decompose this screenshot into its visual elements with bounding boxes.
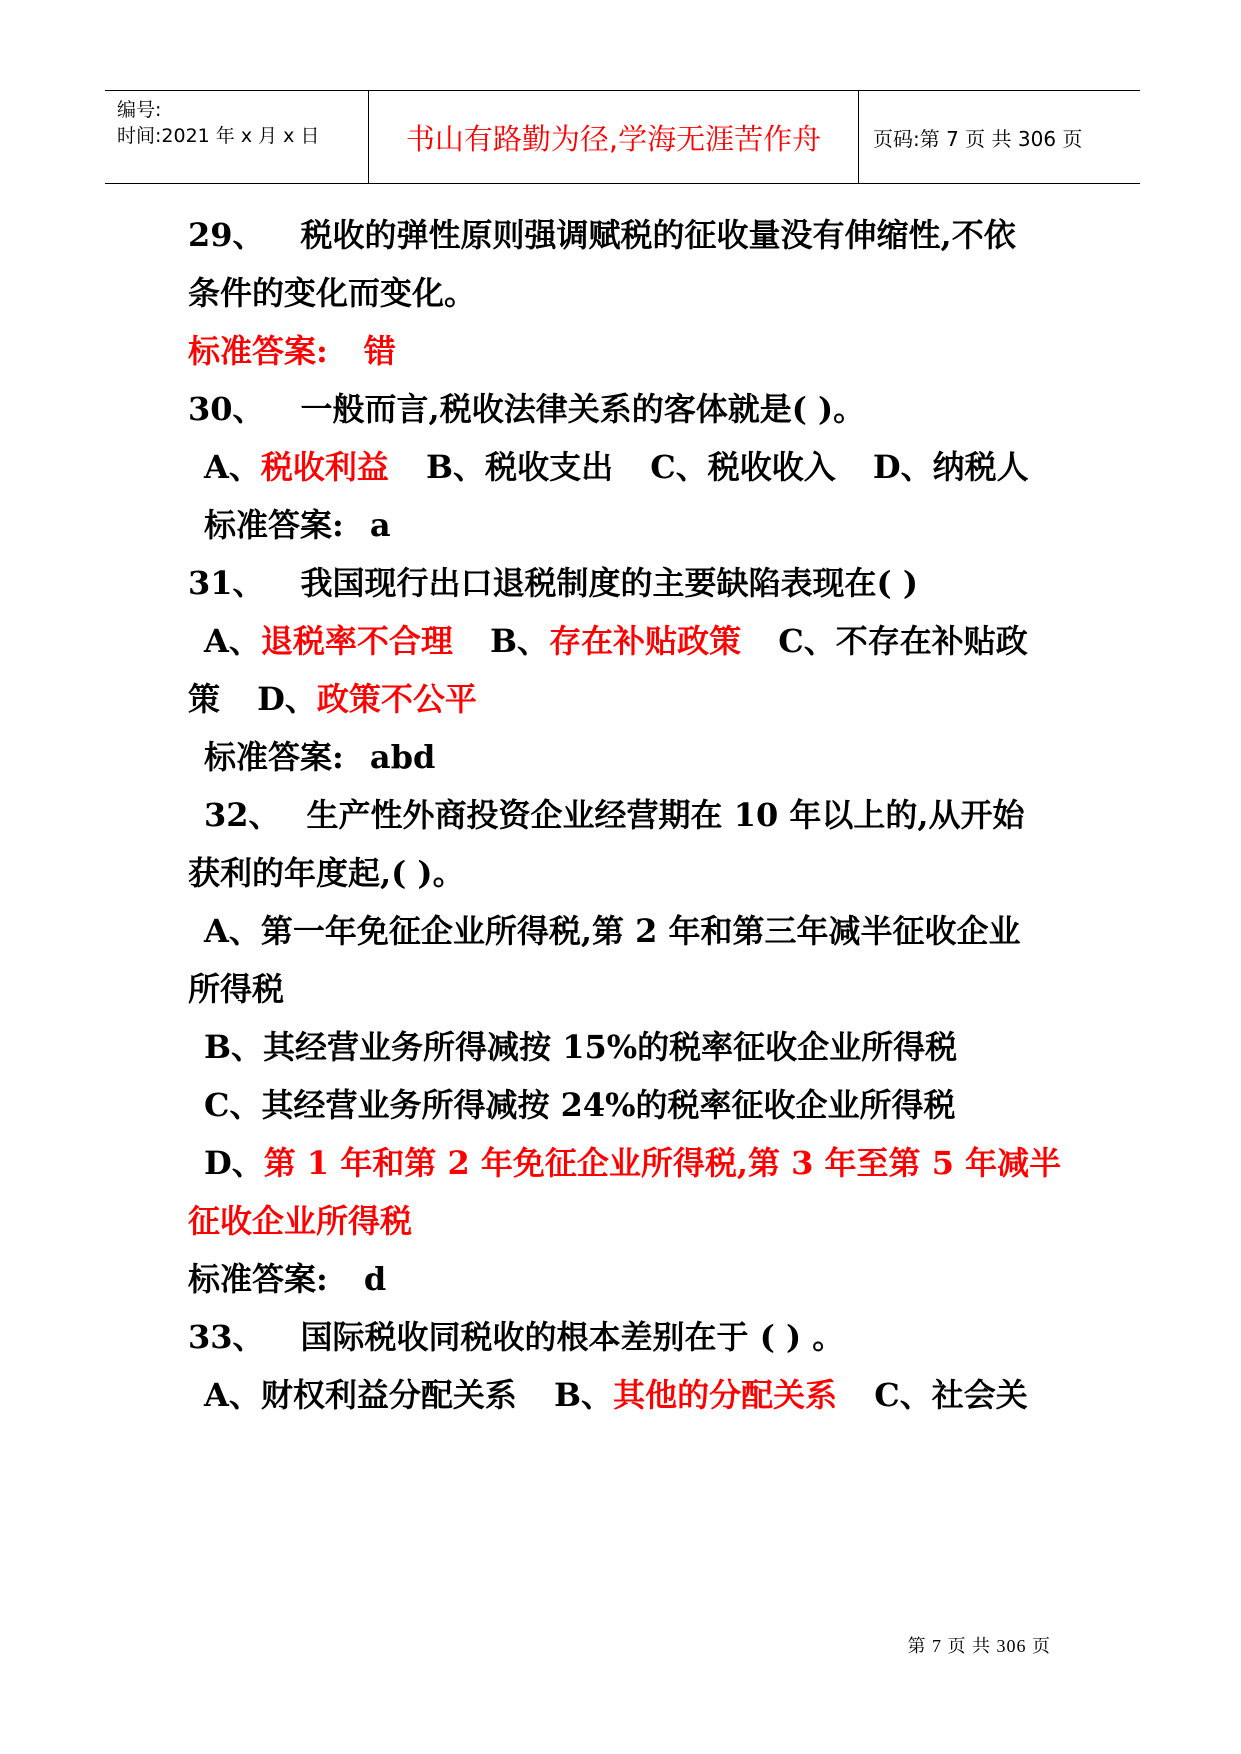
answer-label: 标准答案: xyxy=(188,1260,328,1298)
question-32-stem-line-1 xyxy=(204,795,1025,835)
option-c-text: 税收收入 xyxy=(707,448,836,486)
question-32-option-a-line-2: 所得税 xyxy=(188,970,285,1008)
page-number-label: 页码:第 7 页 共 306 页 xyxy=(873,126,1083,151)
question-29-line-1 xyxy=(188,215,1016,255)
answer-label: 标准答案: xyxy=(204,738,344,776)
answer-value: abd xyxy=(369,738,436,776)
option-b-text: 存在补贴政策 xyxy=(549,622,742,660)
question-31-stem xyxy=(188,563,918,603)
time-label: 时间:2021 年 x 月 x 日 xyxy=(117,125,320,147)
question-text: 国际税收同税收的根本差别在于 ( ) 。 xyxy=(300,1318,845,1356)
question-text: 生产性外商投资企业经营期在 10 年以上的,从开始 xyxy=(306,796,1025,834)
question-32-answer xyxy=(188,1259,386,1299)
question-32-option-a-line-1: A、第一年免征企业所得税,第 2 年和第三年减半征收企业 xyxy=(204,912,1021,950)
header-page-cell xyxy=(859,91,1140,183)
page-header xyxy=(105,90,1140,184)
option-c-text: 社会关 xyxy=(931,1376,1028,1414)
option-b-label: B、 xyxy=(490,622,550,660)
question-number: 30、 xyxy=(188,390,265,428)
option-d-label: D、 xyxy=(204,1144,264,1182)
option-d-label: D、 xyxy=(872,448,933,486)
question-30-answer xyxy=(204,505,391,545)
question-30-options xyxy=(204,447,1029,487)
question-29-answer xyxy=(188,331,396,371)
question-text: 一般而言,税收法律关系的客体就是( )。 xyxy=(300,390,866,428)
option-c-label: C、 xyxy=(650,448,708,486)
question-32-option-b: B、其经营业务所得减按 15%的税率征收企业所得税 xyxy=(204,1028,958,1066)
option-a-text: 税收利益 xyxy=(260,448,389,486)
option-c-label: C、 xyxy=(874,1376,932,1414)
option-a-label: A、 xyxy=(204,448,261,486)
answer-label: 标准答案: xyxy=(204,506,344,544)
answer-value: a xyxy=(369,506,391,544)
question-number: 33、 xyxy=(188,1318,265,1356)
option-d-text: 第 1 年和第 2 年免征企业所得税,第 3 年至第 5 年减半 xyxy=(263,1144,1062,1182)
option-a-label: A、 xyxy=(204,1376,261,1414)
option-c-text: 不存在补贴政 xyxy=(835,622,1028,660)
option-b-label: B、 xyxy=(554,1376,614,1414)
question-31-options-line-2 xyxy=(188,679,477,719)
option-a-text: 财权利益分配关系 xyxy=(260,1376,517,1414)
question-30-stem xyxy=(188,389,865,429)
page-footer: 第 7 页 共 306 页 xyxy=(907,1636,1051,1656)
option-a-label: A、 xyxy=(204,622,261,660)
header-meta-cell xyxy=(105,91,369,183)
motto-text: 书山有路勤为径,学海无涯苦作舟 xyxy=(405,121,822,156)
option-d-text: 政策不公平 xyxy=(316,680,477,718)
question-33-options xyxy=(204,1375,1028,1415)
option-b-text: 其他的分配关系 xyxy=(613,1376,838,1414)
header-motto-cell xyxy=(369,91,859,183)
question-31-options-line-1 xyxy=(204,621,1028,661)
question-text: 税收的弹性原则强调赋税的征收量没有伸缩性,不依 xyxy=(300,216,1016,254)
question-number: 32、 xyxy=(204,796,281,834)
question-32-option-c: C、其经营业务所得减按 24%的税率征收企业所得税 xyxy=(204,1086,956,1124)
question-32-option-d-line-2: 征收企业所得税 xyxy=(188,1202,413,1240)
answer-label: 标准答案: xyxy=(188,332,328,370)
answer-value: d xyxy=(363,1260,387,1298)
option-b-text: 税收支出 xyxy=(485,448,614,486)
question-29-line-2: 条件的变化而变化。 xyxy=(188,274,477,312)
question-number: 29、 xyxy=(188,216,265,254)
question-32-option-d-line-1 xyxy=(204,1143,1061,1183)
question-number: 31、 xyxy=(188,564,265,602)
option-a-text: 退税率不合理 xyxy=(260,622,453,660)
option-c-text-cont: 策 xyxy=(188,680,221,718)
question-text: 我国现行出口退税制度的主要缺陷表现在( ) xyxy=(300,564,918,602)
question-33-stem xyxy=(188,1317,844,1357)
id-label: 编号: xyxy=(117,99,162,121)
question-32-stem-line-2: 获利的年度起,( )。 xyxy=(188,854,465,892)
option-d-label: D、 xyxy=(257,680,317,718)
answer-value: 错 xyxy=(363,332,396,370)
option-d-text: 纳税人 xyxy=(932,448,1029,486)
option-c-label: C、 xyxy=(778,622,836,660)
question-31-answer xyxy=(204,737,435,777)
option-b-label: B、 xyxy=(426,448,486,486)
